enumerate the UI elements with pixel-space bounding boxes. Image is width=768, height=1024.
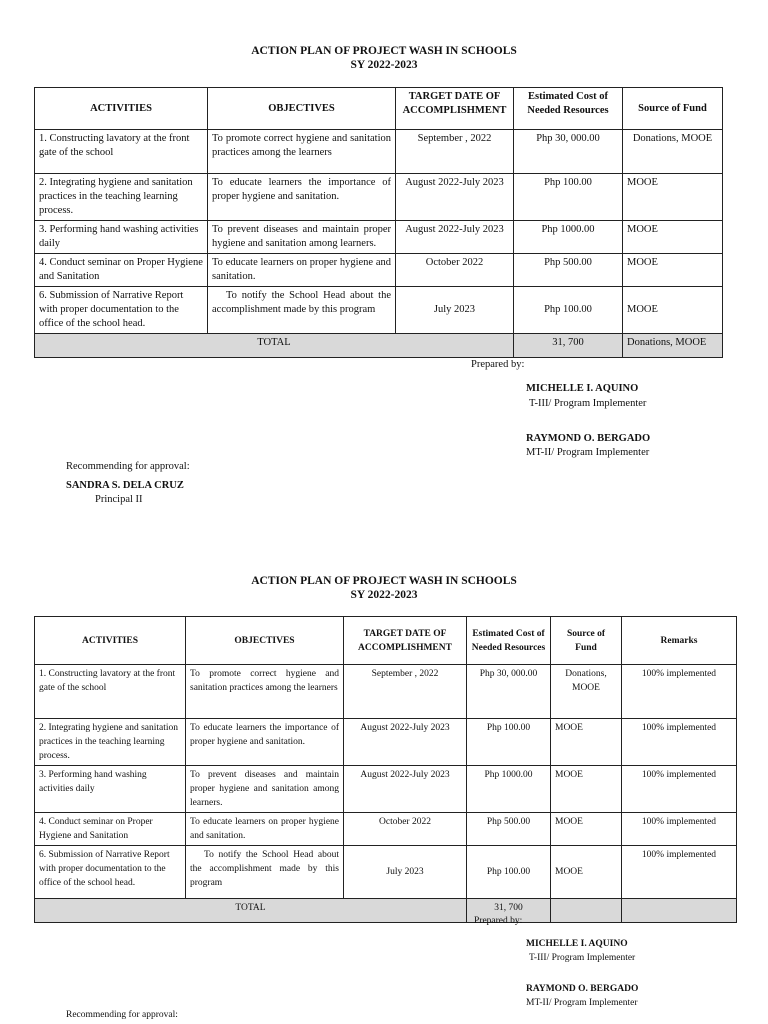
cost-cell: Php 30, 000.00 [514,130,623,174]
table-row [35,221,723,254]
cost-cell: Php 100.00 [467,846,551,899]
fund-cell: MOOE [623,174,723,221]
recommending-label: Recommending for approval: [66,1010,178,1020]
date-cell: October 2022 [396,254,514,287]
action-plan-table [34,87,723,358]
column-header: Source of Fund [623,88,723,130]
activity-cell: 1. Constructing lavatory at the front gate of the school [35,130,208,174]
fund-cell: Donations, MOOE [623,130,723,174]
fund-cell: MOOE [623,254,723,287]
column-header: OBJECTIVES [208,88,396,130]
objective-cell: To prevent diseases and maintain proper hygiene and sanitation among learners. [186,766,344,813]
total-fund [551,899,622,923]
prepared-by-label: Prepared by: [474,916,523,926]
activity-cell: 4. Conduct seminar on Proper Hygiene and Sanitation [35,813,186,846]
preparer-name: MICHELLE I. AQUINO [526,939,628,949]
table-row [35,766,737,813]
date-cell: September , 2022 [396,130,514,174]
objective-cell: To promote correct hygiene and sanitation practices among the learners [186,665,344,719]
column-header: TARGET DATE OF ACCOMPLISHMENT [396,88,514,130]
preparer-name: RAYMOND O. BERGADO [526,433,651,444]
date-cell: August 2022-July 2023 [344,766,467,813]
date-cell: August 2022-July 2023 [344,719,467,766]
table-row [35,254,723,287]
approver-title: Principal II [95,494,143,505]
fund-cell: MOOE [623,221,723,254]
activity-cell: 2. Integrating hygiene and sanitation practices in the teaching learning process. [35,719,186,766]
objective-cell: To educate learners on proper hygiene and sanitation. [208,254,396,287]
date-cell: September , 2022 [344,665,467,719]
objective-cell: To notify the School Head about the accomplishment made by this program [208,287,396,334]
date-cell: October 2022 [344,813,467,846]
cost-cell: Php 1000.00 [514,221,623,254]
date-cell: August 2022-July 2023 [396,221,514,254]
school-year: SY 2022-2023 [350,59,418,71]
prepared-by-label: Prepared by: [471,359,525,370]
fund-cell: Donations, MOOE [551,665,622,719]
fund-cell: MOOE [551,719,622,766]
page-title: ACTION PLAN OF PROJECT WASH IN SCHOOLS [251,575,517,587]
total-label: TOTAL [35,899,467,923]
remarks-cell: 100% implemented [622,719,737,766]
column-header: ACTIVITIES [35,617,186,665]
table-row [35,719,737,766]
fund-cell: MOOE [551,813,622,846]
column-header: ACTIVITIES [35,88,208,130]
cost-cell: Php 500.00 [514,254,623,287]
action-plan-remarks-table [34,616,737,923]
objective-cell: To educate learners on proper hygiene and sanitation. [186,813,344,846]
table-row [35,846,737,899]
table-row [35,174,723,221]
preparer-title: T-III/ Program Implementer [529,953,636,963]
objective-cell: To prevent diseases and maintain proper hygiene and sanitation among learners. [208,221,396,254]
activity-cell: 2. Integrating hygiene and sanitation practices in the teaching learning process. [35,174,208,221]
objective-cell: To educate learners the importance of proper hygiene and sanitation. [208,174,396,221]
total-cost: 31, 700 [514,334,623,358]
total-cost: 31, 700 [467,899,551,923]
cost-cell: Php 500.00 [467,813,551,846]
activity-cell: 3. Performing hand washing activities daily [35,766,186,813]
activity-cell: 1. Constructing lavatory at the front gate of the school [35,665,186,719]
fund-cell: MOOE [551,846,622,899]
date-cell: July 2023 [396,287,514,334]
activity-cell: 4. Conduct seminar on Proper Hygiene and Sanitation [35,254,208,287]
preparer-title: T-III/ Program Implementer [529,398,647,409]
cost-cell: Php 30, 000.00 [467,665,551,719]
activity-cell: 3. Performing hand washing activities daily [35,221,208,254]
preparer-name: MICHELLE I. AQUINO [526,383,639,394]
recommending-label: Recommending for approval: [66,461,190,472]
table-row [35,287,723,334]
cost-cell: Php 100.00 [467,719,551,766]
remarks-cell: 100% implemented [622,665,737,719]
objective-cell: To notify the School Head about the accomplishment made by this program [186,846,344,899]
total-row [35,899,737,923]
column-header: TARGET DATE OF ACCOMPLISHMENT [344,617,467,665]
preparer-name: RAYMOND O. BERGADO [526,984,639,994]
total-row [35,334,723,358]
page-title: ACTION PLAN OF PROJECT WASH IN SCHOOLS [251,45,517,57]
table-row [35,813,737,846]
column-header: Estimated Cost of Needed Resources [514,88,623,130]
column-header: Remarks [622,617,737,665]
objective-cell: To educate learners the importance of proper hygiene and sanitation. [186,719,344,766]
table-header-row [35,617,737,665]
column-header: Source of Fund [551,617,622,665]
objective-cell: To promote correct hygiene and sanitation practices among the learners [208,130,396,174]
table-row [35,665,737,719]
table-header-row [35,88,723,130]
total-remarks [622,899,737,923]
total-fund: Donations, MOOE [623,334,723,358]
fund-cell: MOOE [551,766,622,813]
approver-name: SANDRA S. DELA CRUZ [66,480,184,491]
remarks-cell: 100% implemented [622,766,737,813]
fund-cell: MOOE [623,287,723,334]
cost-cell: Php 1000.00 [467,766,551,813]
cost-cell: Php 100.00 [514,287,623,334]
preparer-title: MT-II/ Program Implementer [526,998,638,1008]
cost-cell: Php 100.00 [514,174,623,221]
remarks-cell: 100% implemented [622,846,737,899]
table-row [35,130,723,174]
total-label: TOTAL [35,334,514,358]
activity-cell: 6. Submission of Narrative Report with proper documentation to the office of the school head. [35,287,208,334]
preparer-title: MT-II/ Program Implementer [526,447,650,458]
column-header: OBJECTIVES [186,617,344,665]
date-cell: August 2022-July 2023 [396,174,514,221]
remarks-cell: 100% implemented [622,813,737,846]
date-cell: July 2023 [344,846,467,899]
activity-cell: 6. Submission of Narrative Report with proper documentation to the office of the school head. [35,846,186,899]
school-year: SY 2022-2023 [350,589,418,601]
column-header: Estimated Cost of Needed Resources [467,617,551,665]
